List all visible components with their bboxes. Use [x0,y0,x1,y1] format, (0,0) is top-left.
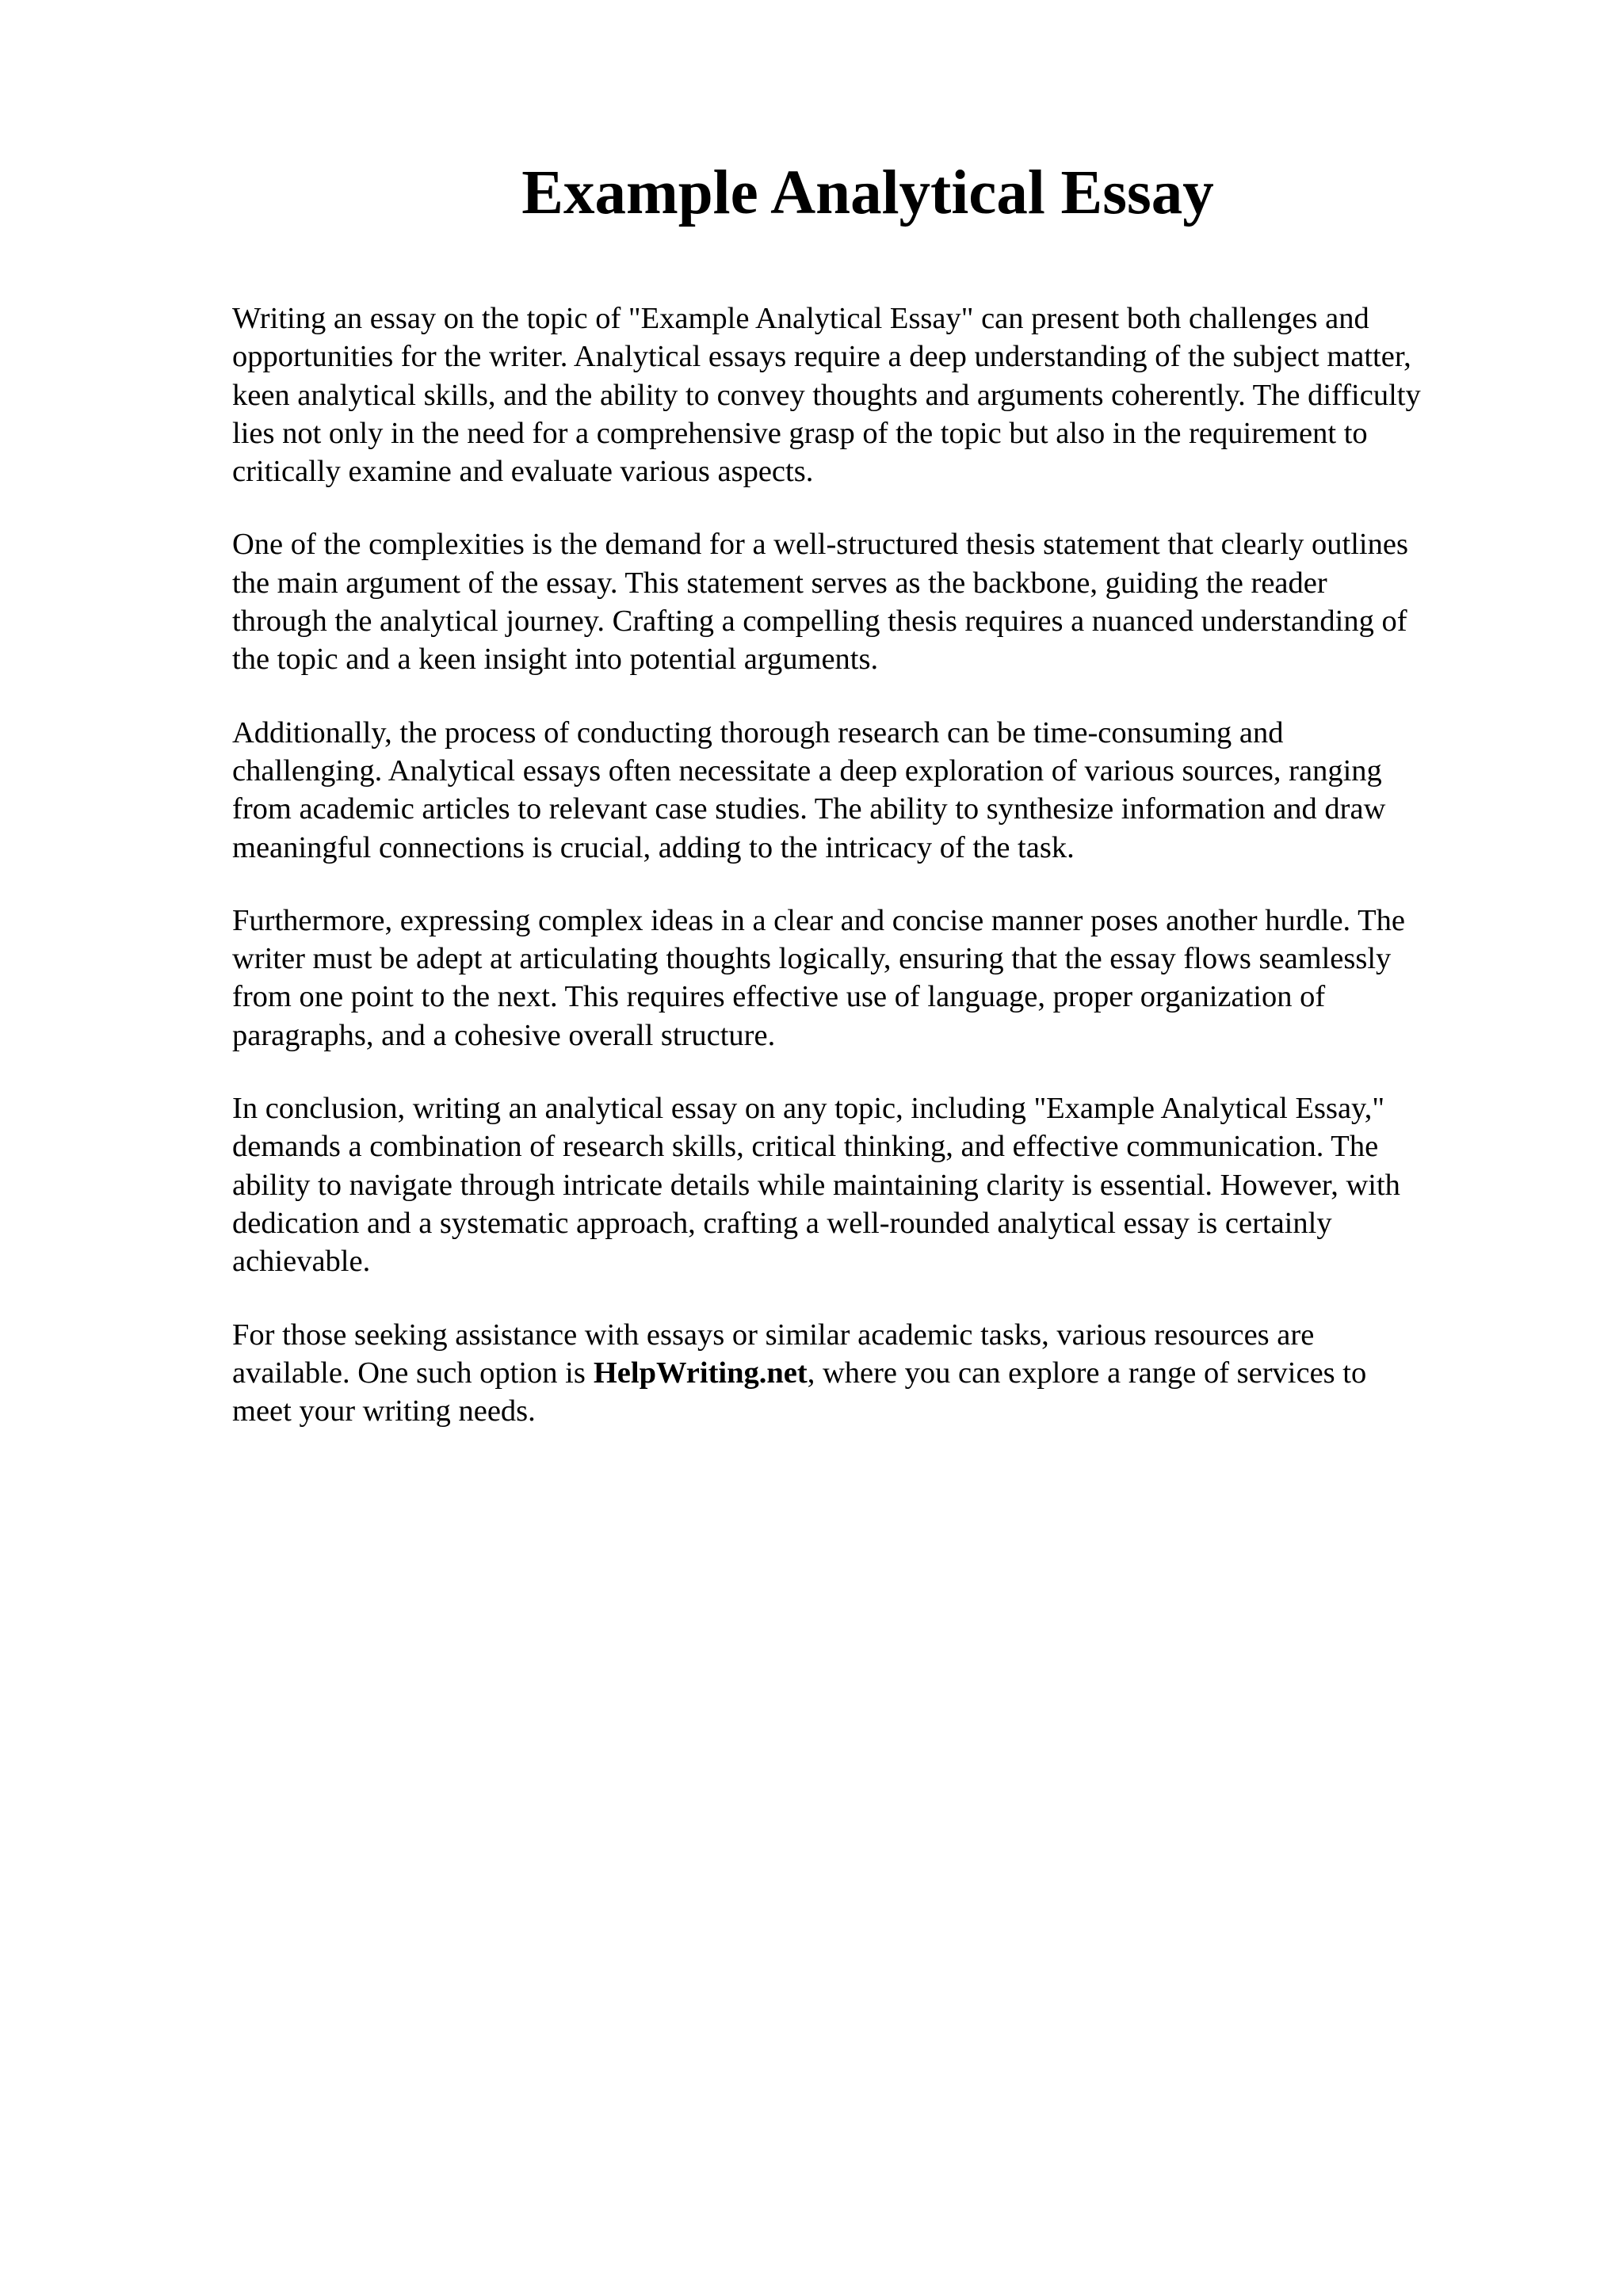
paragraph-5 [232,1089,1579,1280]
paragraph-line: paragraphs, and a cohesive overall structure. [232,1018,776,1052]
paragraph-line: achievable. [232,1245,371,1279]
paragraph-line: the topic and a keen insight into potential arguments. [232,643,879,677]
paragraph-line: through the analytical journey. Crafting a compelling thesis requires a nuanced understanding of [232,605,1407,639]
paragraph-4 [232,902,1579,1055]
paragraph-line-with-link [232,1354,1579,1392]
paragraph-line: dedication and a systematic approach, crafting a well-rounded analytical essay is certainly [232,1206,1332,1240]
paragraph-1 [232,299,1579,490]
essay-body [232,299,1579,1465]
paragraph-line: Writing an essay on the topic of "Example Analytical Essay" can present both challenges and [232,302,1369,335]
paragraph-line: critically examine and evaluate various aspects. [232,455,814,489]
closing-text-before-link: available. One such option is [232,1356,586,1390]
paragraph-line: the main argument of the essay. This statement serves as the backbone, guiding the reader [232,566,1327,600]
paragraph-line: ability to navigate through intricate details while maintaining clarity is essential. However, with [232,1168,1400,1202]
paragraph-line: meet your writing needs. [232,1394,536,1428]
paragraph-line: keen analytical skills, and the ability to convey thoughts and arguments coherently. The difficulty [232,378,1421,412]
paragraph-line: Furthermore, expressing complex ideas in a clear and concise manner poses another hurdle. The [232,903,1405,937]
paragraph-line: For those seeking assistance with essays or similar academic tasks, various resources are [232,1318,1315,1352]
paragraph-line: demands a combination of research skills, critical thinking, and effective communication. The [232,1130,1379,1164]
paragraph-2 [232,525,1579,678]
paragraph-line: One of the complexities is the demand for a well-structured thesis statement that clearly outlines [232,528,1408,562]
paragraph-3 [232,714,1579,867]
paragraph-line: opportunities for the writer. Analytical essays require a deep understanding of the subject matter, [232,340,1411,374]
paragraph-line: challenging. Analytical essays often necessitate a deep exploration of various sources, ranging [232,753,1382,788]
paragraph-line: writer must be adept at articulating thoughts logically, ensuring that the essay flows seamlessly [232,942,1392,976]
paragraph-line: Additionally, the process of conducting thorough research can be time-consuming and [232,715,1284,749]
closing-paragraph [232,1316,1579,1431]
helpwriting-link[interactable]: HelpWriting.net [593,1356,808,1390]
paragraph-line: from one point to the next. This requires effective use of language, proper organization of [232,980,1326,1014]
paragraph-line: from academic articles to relevant case studies. The ability to synthesize information and draw [232,792,1386,826]
paragraph-line: In conclusion, writing an analytical essay on any topic, including "Example Analytical Essay," [232,1092,1385,1126]
paragraph-line: meaningful connections is crucial, adding to the intricacy of the task. [232,830,1075,864]
paragraph-line: lies not only in the need for a comprehensive grasp of the topic but also in the requirement to [232,416,1368,450]
document-title: Example Analytical Essay [521,158,1214,227]
closing-text-after-link: , where you can explore a range of services to [807,1356,1367,1390]
